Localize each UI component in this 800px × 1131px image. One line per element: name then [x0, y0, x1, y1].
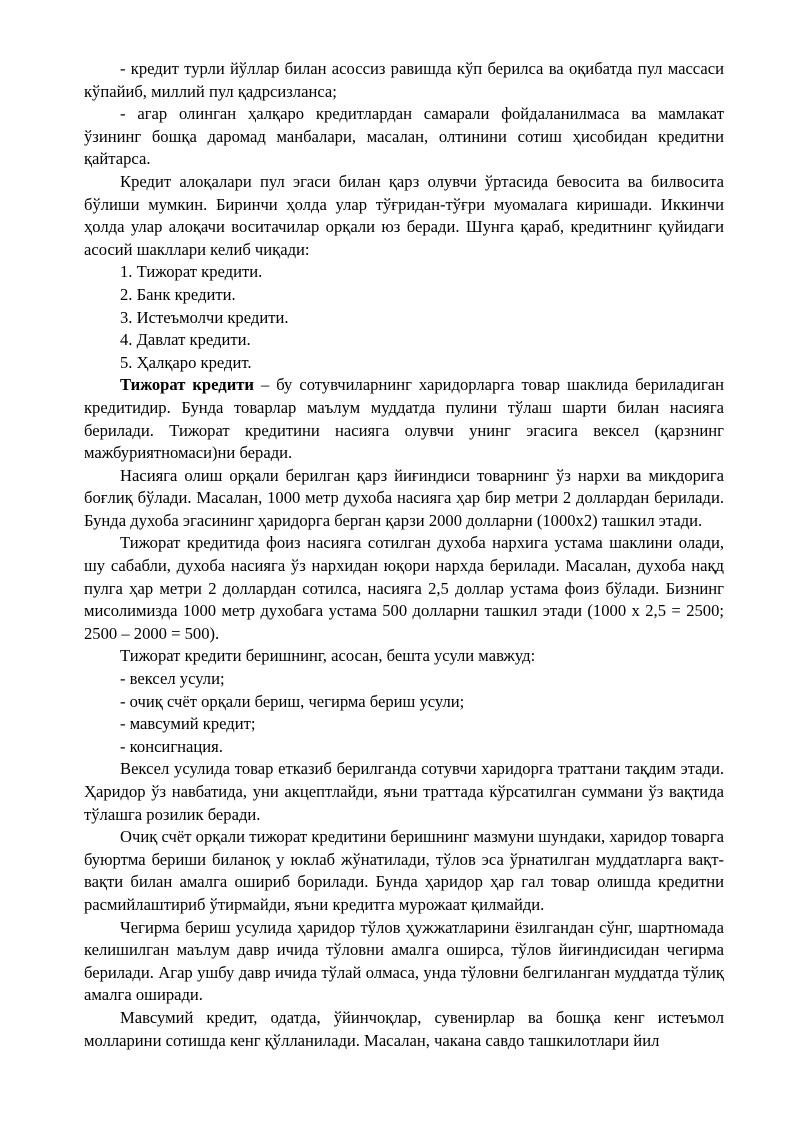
- paragraph-discount-method: Чегирма бериш усулида ҳаридор тўлов ҳужжатларини ёзилгандан сўнг, шартномада келишилган маълум давр ичида тўловни амалга оширса, тўлов йиғиндисидан чегирма берилади. Агар ушбу давр ичида тўлай олмаса, унда тўловни белгиланган муддатда тўлиқ амалга оширади.: [84, 917, 724, 1005]
- list-item: - мавсумий кредит;: [120, 714, 256, 734]
- list-item: 3. Истеъмолчи кредити.: [120, 307, 289, 327]
- definition-text: – бу сотувчиларнинг харидорларга товар шаклида бериладиган кредитидир. Бунда товарлар маълум муддатда пулини тўлаш шарти билан насияга берилади. Тижорат кредитини насияга олувчи унинг эгасига вексел (қарзнинг мажбуриятномаси)ни беради.: [84, 375, 724, 463]
- paragraph-interest-markup: Тижорат кредитида фоиз насияга сотилган духоба нархига устама шаклини олади, шу сабабли, духоба насияга ўз нархидан юқори нархда берилади. Масалан, духоба нақд пулга ҳар метри 2 доллардан сотилса, насияга 2,5 доллар устама фоиз бўлади. Бизнинг мисолимизда 1000 метр духобага устама 500 долларни ташкил этади (1000 х 2,5 = 2500; 2500 – 2000 = 500).: [84, 533, 724, 643]
- paragraph-trade-credit-definition: [84, 374, 724, 464]
- list-item: - консигнация.: [120, 736, 223, 756]
- credit-forms-list: [84, 261, 724, 374]
- paragraph-inflation-condition: - кредит турли йўллар билан асоссиз равишда кўп берилса ва оқибатда пул массаси кўпайиб, миллий пул қадрсизланса;: [84, 59, 724, 101]
- methods-list: [84, 668, 724, 758]
- list-item: 4. Давлат кредити.: [120, 330, 251, 350]
- paragraph-methods-intro: Тижорат кредити беришнинг, асосан, бешта усули мавжуд:: [120, 646, 536, 666]
- list-item: 1. Тижорат кредити.: [120, 262, 263, 282]
- paragraph-seasonal-credit: Мавсумий кредит, одатда, ўйинчоқлар, сувенирлар ва бошқа кенг истеъмол молларини сотишда кенг қўлланилади. Масалан, чакана савдо ташкилотлари йил: [84, 1007, 724, 1050]
- paragraph-open-account: Очиқ счёт орқали тижорат кредитини беришнинг мазмуни шундаки, харидор товарга буюртма бериши биланоқ у юклаб жўнатилади, тўлов эса ўрнатилган муддатларга вақт-вақти билан амалга ошириб борилади. Бунда ҳаридор ҳар гал товар олишда кредитни расмийлаштириб ўтирмайди, яъни кредитга мурожаат қилмайди.: [84, 827, 724, 914]
- paragraph-international-credit-condition: - агар олинган ҳалқаро кредитлардан самарали фойдаланилмаса ва мамлакат ўзининг бошқа даромад манбалари, масалан, олтинини сотиш ҳисобидан кредитни қайтарса.: [84, 104, 724, 169]
- paragraph-loan-amount: Насияга олиш орқали берилган қарз йиғиндиси товарнинг ўз нархи ва микдорига боғлиқ бўлади. Масалан, 1000 метр духоба насияга ҳар бир метри 2 доллардан берилади. Бунда духоба эгасининг ҳаридорга берган қарзи 2000 долларни (1000х2) ташкил этади.: [84, 465, 724, 530]
- list-item: - очиқ счёт орқали бериш, чегирма бериш усули;: [120, 691, 465, 711]
- document-page: [84, 58, 724, 1052]
- list-item: 5. Ҳалқаро кредит.: [120, 352, 252, 372]
- paragraph-bill-method: Вексел усулида товар етказиб берилганда сотувчи харидорга траттани тақдим этади. Ҳаридор ўз навбатида, уни акцептлайди, яъни траттада кўрсатилган суммани ўз вақтида тўлашга розилик беради.: [84, 759, 724, 824]
- list-item: - вексел усули;: [120, 669, 225, 689]
- list-item: 2. Банк кредити.: [120, 284, 236, 304]
- paragraph-credit-relations: Кредит алоқалари пул эгаси билан қарз олувчи ўртасида бевосита ва билвосита бўлиши мумкин. Биринчи ҳолда улар тўғридан-тўғри муомалага киришади. Иккинчи ҳолда улар алоқачи воситачилар орқали юз беради. Шунга қараб, кредитнинг қуйидаги асосий шакллари келиб чиқади:: [84, 171, 724, 259]
- term-trade-credit: Тижорат кредити: [120, 375, 254, 395]
